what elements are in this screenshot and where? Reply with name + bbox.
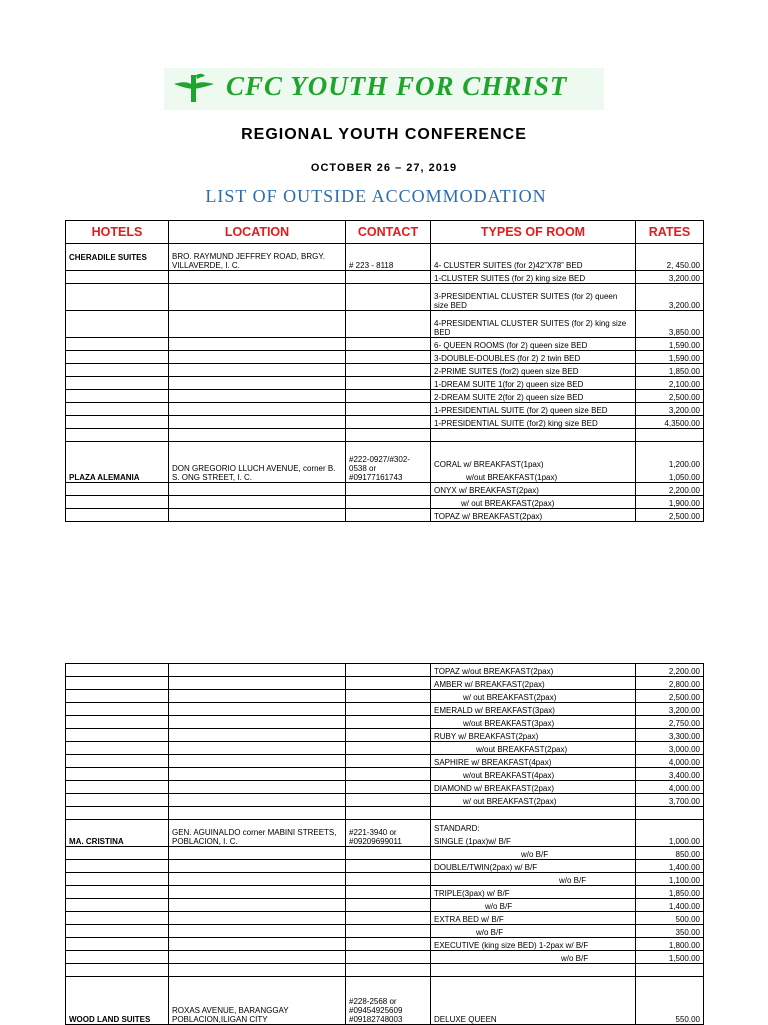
room-type: RUBY w/ BREAKFAST(2pax) — [431, 729, 636, 742]
room-rate: 1,400.00 — [636, 860, 704, 873]
hotel-location: DON GREGORIO LLUCH AVENUE, corner B. S. ONG STREET, I. C. — [169, 442, 346, 483]
room-type: 2-PRIME SUITES (for2) queen size BED — [431, 364, 636, 377]
room-type: DOUBLE/TWIN(2pax) w/ B/F — [431, 860, 636, 873]
table-header-row — [66, 221, 704, 244]
hotel-location: GEN. AGUINALDO corner MABINI STREETS, POBLACION, I. C. — [169, 820, 346, 847]
room-rate: 2,800.00 — [636, 677, 704, 690]
table-row — [66, 768, 704, 781]
room-type: 3-PRESIDENTIAL CLUSTER SUITES (for 2) queen size BED — [431, 284, 636, 311]
room-type: w/ out BREAKFAST(2pax) — [431, 794, 636, 807]
room-type: w/o B/F — [431, 951, 636, 964]
table-row — [66, 781, 704, 794]
room-rate: 2,500.00 — [636, 390, 704, 403]
room-type: w/out BREAKFAST(1pax) — [466, 473, 558, 482]
conference-date: OCTOBER 26 – 27, 2019 — [310, 162, 458, 174]
room-type: 1-DREAM SUITE 1(for 2) queen size BED — [431, 377, 636, 390]
table-row — [66, 442, 704, 483]
table-row-spacer — [66, 429, 704, 442]
room-rate: 1,000.00 — [636, 820, 704, 847]
accommodation-table-page2 — [65, 663, 704, 1025]
table-row — [66, 899, 704, 912]
room-rate: 3,850.00 — [636, 311, 704, 338]
table-row — [66, 338, 704, 351]
room-type: CORAL w/ BREAKFAST(1pax) — [434, 460, 544, 469]
room-rate: 3,000.00 — [636, 742, 704, 755]
list-title: LIST OF OUTSIDE ACCOMMODATION — [205, 186, 547, 206]
room-rate: 3,300.00 — [636, 729, 704, 742]
cfc-logo-banner — [164, 68, 604, 110]
room-rate: 1,850.00 — [636, 364, 704, 377]
room-rate: 1,050.00 — [668, 473, 700, 482]
room-rate: 3,200.00 — [636, 703, 704, 716]
room-rate: 550.00 — [636, 977, 704, 1025]
room-type: 3-DOUBLE-DOUBLES (for 2) 2 twin BED — [431, 351, 636, 364]
room-rate: 1,500.00 — [636, 951, 704, 964]
room-type: w/o B/F — [431, 873, 636, 886]
room-type: w/ out BREAKFAST(2pax) — [431, 690, 636, 703]
hotel-contact: #222-0927/#302-0538 or #09177161743 — [346, 442, 431, 483]
room-type: w/out BREAKFAST(2pax) — [431, 742, 636, 755]
table-row — [66, 271, 704, 284]
room-rate: 4,000.00 — [636, 781, 704, 794]
room-type: SAPHIRE w/ BREAKFAST(4pax) — [431, 755, 636, 768]
hotel-contact: #228-2568 or #09454925609 #09182748003 — [346, 977, 431, 1025]
table-row — [66, 509, 704, 522]
table-row — [66, 703, 704, 716]
conference-title: REGIONAL YOUTH CONFERENCE — [241, 126, 527, 143]
room-type: 4-PRESIDENTIAL CLUSTER SUITES (for 2) king size BED — [431, 311, 636, 338]
room-rate: 2,200.00 — [636, 483, 704, 496]
room-rate: 2,200.00 — [636, 664, 704, 677]
table-row — [66, 496, 704, 509]
table-row — [66, 416, 704, 429]
table-row-spacer — [66, 807, 704, 820]
room-rate: 1,200.00 — [668, 460, 700, 469]
table-row — [66, 977, 704, 1025]
room-rate: 2,500.00 — [636, 690, 704, 703]
table-row — [66, 377, 704, 390]
room-rate: 1,100.00 — [636, 873, 704, 886]
room-type: w/ out BREAKFAST(2pax) — [431, 496, 636, 509]
room-type: w/o B/F — [431, 925, 636, 938]
cross-dove-icon — [172, 72, 216, 104]
table-row — [66, 364, 704, 377]
table-row — [66, 886, 704, 899]
hotel-contact: # 223 - 8118 — [346, 244, 431, 271]
room-type: DIAMOND w/ BREAKFAST(2pax) — [431, 781, 636, 794]
room-type: TOPAZ w/out BREAKFAST(2pax) — [431, 664, 636, 677]
room-rate: 350.00 — [636, 925, 704, 938]
table-row — [66, 390, 704, 403]
room-rate: 3,200.00 — [636, 284, 704, 311]
room-type: EMERALD w/ BREAKFAST(3pax) — [431, 703, 636, 716]
room-rate: 4,000.00 — [636, 755, 704, 768]
hotel-location: ROXAS AVENUE, BARANGGAY POBLACION,ILIGAN CITY — [169, 977, 346, 1025]
room-rate: 1,590.00 — [636, 338, 704, 351]
table-row — [66, 284, 704, 311]
table-row — [66, 938, 704, 951]
table-row — [66, 755, 704, 768]
header-contact: CONTACT — [346, 221, 431, 244]
hotel-name: WOOD LAND SUITES — [66, 977, 169, 1025]
hotel-name: MA. CRISTINA — [66, 820, 169, 847]
room-rate: 850.00 — [636, 847, 704, 860]
room-type: 4- CLUSTER SUITES (for 2)42”X78” BED — [431, 244, 636, 271]
table-row — [66, 664, 704, 677]
table-row — [66, 311, 704, 338]
room-type: EXECUTIVE (king size BED) 1-2pax w/ B/F — [431, 938, 636, 951]
room-type: EXTRA BED w/ B/F — [431, 912, 636, 925]
room-type: 1-PRESIDENTIAL SUITE (for 2) queen size BED — [431, 403, 636, 416]
room-rate: 2, 450.00 — [636, 244, 704, 271]
room-type: ONYX w/ BREAKFAST(2pax) — [431, 483, 636, 496]
hotel-name: PLAZA ALEMANIA — [66, 442, 169, 483]
room-rate: 1,590.00 — [636, 351, 704, 364]
hotel-contact: #221-3940 or #09209699011 — [346, 820, 431, 847]
table-row — [66, 794, 704, 807]
room-type: w/out BREAKFAST(3pax) — [431, 716, 636, 729]
header-hotels: HOTELS — [66, 221, 169, 244]
table-row — [66, 820, 704, 847]
table-row — [66, 847, 704, 860]
room-type: 2-DREAM SUITE 2(for 2) queen size BED — [431, 390, 636, 403]
table-row — [66, 951, 704, 964]
room-rate: 1,850.00 — [636, 886, 704, 899]
room-type: w/out BREAKFAST(4pax) — [431, 768, 636, 781]
room-type: 6- QUEEN ROOMS (for 2) queen size BED — [431, 338, 636, 351]
accommodation-table-page1 — [65, 220, 704, 522]
room-rate: 1,800.00 — [636, 938, 704, 951]
table-row — [66, 403, 704, 416]
table-row — [66, 677, 704, 690]
header-location: LOCATION — [169, 221, 346, 244]
table-row — [66, 716, 704, 729]
hotel-name: CHERADILE SUITES — [66, 244, 169, 271]
table-row — [66, 690, 704, 703]
room-type: DELUXE QUEEN — [431, 977, 636, 1025]
table-row — [66, 742, 704, 755]
room-rate: 2,500.00 — [636, 509, 704, 522]
room-rate: 1,400.00 — [636, 899, 704, 912]
room-type: AMBER w/ BREAKFAST(2pax) — [431, 677, 636, 690]
table-row — [66, 873, 704, 886]
header-rates: RATES — [636, 221, 704, 244]
table-row — [66, 351, 704, 364]
room-rate: 3,700.00 — [636, 794, 704, 807]
room-type: TOPAZ w/ BREAKFAST(2pax) — [431, 509, 636, 522]
room-rate: 3,200.00 — [636, 271, 704, 284]
room-rate: 500.00 — [636, 912, 704, 925]
table-row — [66, 860, 704, 873]
room-type: w/o B/F — [431, 847, 636, 860]
table-row — [66, 912, 704, 925]
table-row — [66, 483, 704, 496]
room-type: 1-CLUSTER SUITES (for 2) king size BED — [431, 271, 636, 284]
room-type: SINGLE (1pax)w/ B/F — [434, 837, 511, 846]
table-row — [66, 729, 704, 742]
room-type: 1-PRESIDENTIAL SUITE (for2) king size BED — [431, 416, 636, 429]
room-type: w/o B/F — [431, 899, 636, 912]
logo-text: CFC YOUTH FOR CHRIST — [226, 71, 568, 101]
table-row — [66, 244, 704, 271]
room-rate: 2,750.00 — [636, 716, 704, 729]
table-row — [66, 925, 704, 938]
room-rate: 2,100.00 — [636, 377, 704, 390]
room-rate: 4,3500.00 — [636, 416, 704, 429]
hotel-location: BRO. RAYMUND JEFFREY ROAD, BRGY. VILLAVERDE, I. C. — [169, 244, 346, 271]
room-type: TRIPLE(3pax) w/ B/F — [431, 886, 636, 899]
room-rate: 1,900.00 — [636, 496, 704, 509]
header-types-of-room: TYPES OF ROOM — [431, 221, 636, 244]
room-type: STANDARD: — [434, 824, 480, 833]
room-rate: 3,400.00 — [636, 768, 704, 781]
room-rate: 3,200.00 — [636, 403, 704, 416]
table-row-spacer — [66, 964, 704, 977]
